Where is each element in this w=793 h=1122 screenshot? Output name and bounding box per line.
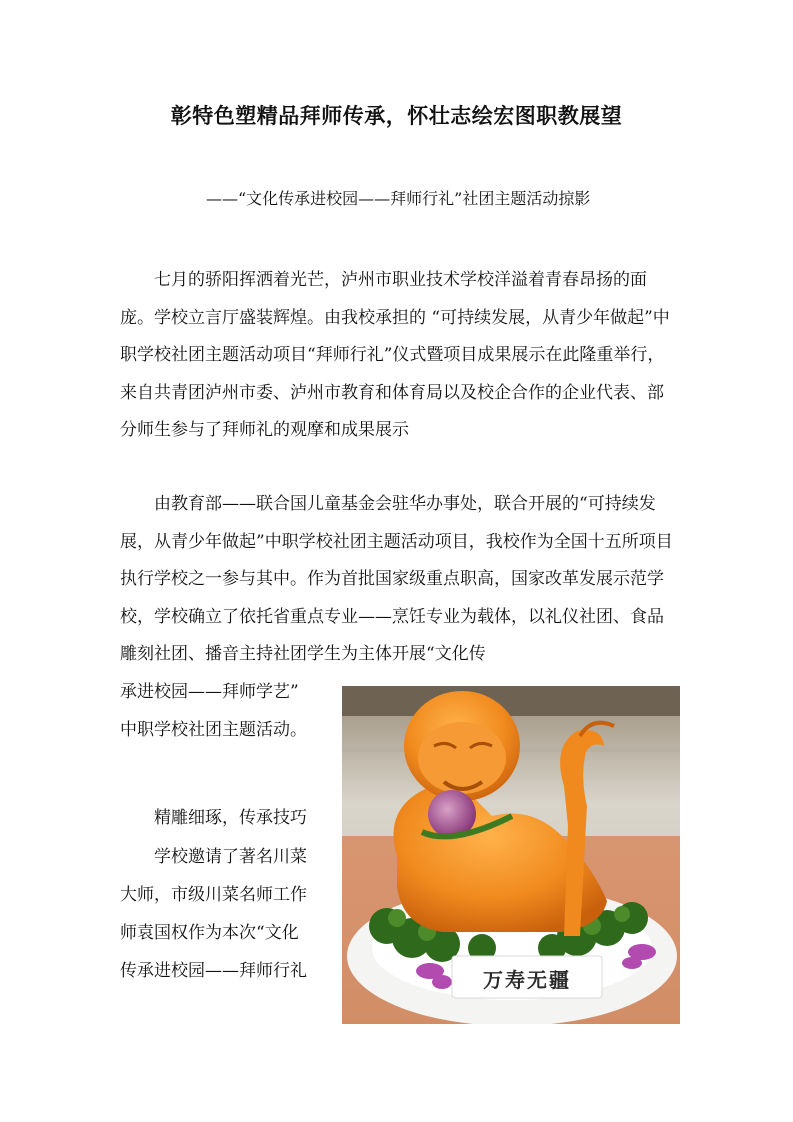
plate-sign-label: 万寿无疆 [483, 968, 571, 992]
side-text-line: 承进校园——拜师学艺” [120, 682, 299, 702]
side-text-line: 中职学校社团主题活动。 [120, 720, 307, 740]
carved-figure-photo [342, 686, 680, 1024]
side-text-line: 师袁国权作为本次“文化 [120, 923, 299, 943]
side-text-line: 大师，市级川菜名师工作 [120, 885, 307, 905]
side-text-line: 精雕细琢，传承技巧 [120, 808, 307, 828]
paragraph-1: 七月的骄阳挥洒着光芒，泸州市职业技术学校洋溢着青春昂扬的面庞。学校立言厅盛装辉煌。由我校承担的 “可持续发展，从青少年做起”中职学校社团主题活动项目“拜师行礼”仪式暨项目成果展示在此隆重举行，来自共青团泸州市委、泸州市教育和体育局以及校企合作的企业代表、部分师生参与了拜师礼的观摩和成果展示 [120, 270, 670, 440]
page-title: 彰特色塑精品拜师传承，怀壮志绘宏图职教展望 [170, 104, 623, 128]
paragraph-2: 由教育部——联合国儿童基金会驻华办事处，联合开展的“可持续发展，从青少年做起”中职学校社团主题活动项目，我校作为全国十五所项目执行学校之一参与其中。作为首批国家级重点职高，国家改革发展示范学校，学校确立了依托省重点专业——烹饪专业为载体，以礼仪社团、食品雕刻社团、播音主持社团学生为主体开展“文化传 [120, 494, 673, 664]
side-text-line: 传承进校园——拜师行礼 [120, 961, 307, 981]
side-text-line: 学校邀请了著名川菜 [120, 847, 307, 867]
subtitle: ——“文化传承进校园——拜师行礼”社团主题活动掠影 [206, 189, 591, 208]
